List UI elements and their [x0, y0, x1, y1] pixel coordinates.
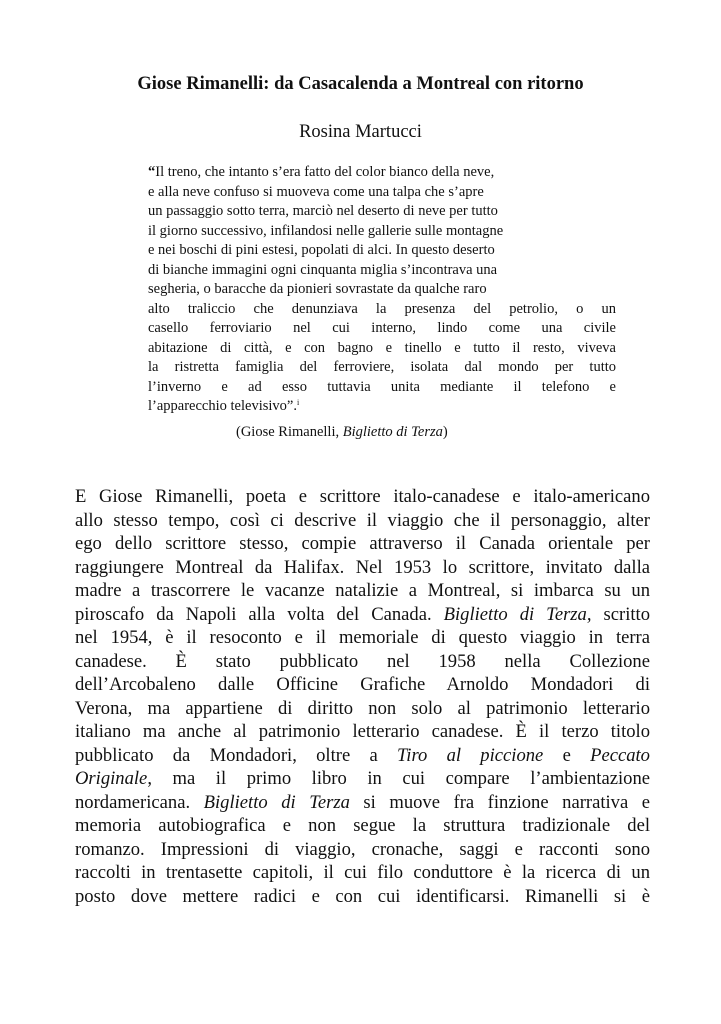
epigraph-quote — [148, 163, 616, 417]
epigraph-line: segheria, o baracche da pionieri sovrastate da qualche raro — [148, 281, 487, 297]
epigraph-line: l’apparecchio televisivo”.$^i$ — [148, 398, 300, 414]
author-name: Rosina Martucci — [299, 122, 422, 142]
book-title: Originale — [75, 768, 148, 789]
epigraph-line: casello ferroviario nel cui interno, lindo come una civile — [148, 320, 616, 336]
paragraph-line: romanzo. Impressioni di viaggio, cronache, saggi e racconti sono — [75, 838, 650, 860]
epigraph-line: un passaggio sotto terra, marciò nel deserto di neve per tutto — [148, 203, 498, 219]
epigraph-line: e nei boschi di pini estesi, popolati di alci. In questo deserto — [148, 242, 495, 258]
body-paragraph — [75, 485, 650, 908]
epigraph-line: e alla neve confuso si muoveva come una talpa che s’apre — [148, 183, 484, 200]
paragraph-line: piroscafo da Napoli alla volta del Canada. Biglietto di Terza, scritto — [75, 603, 650, 625]
paragraph-line: italiano ma anche al patrimonio letterario canadese. È il terzo titolo — [75, 721, 650, 742]
book-title: Biglietto di Terza — [203, 791, 350, 813]
epigraph-line: abitazione di città, e con bagno e tinello e tutto il resto, viveva — [148, 339, 616, 356]
paragraph-line: E Giose Rimanelli, poeta e scrittore italo-canadese e italo-americano — [75, 486, 650, 507]
footnote-marker[interactable]: i — [296, 398, 300, 407]
book-title: Peccato — [590, 744, 650, 766]
paragraph-line: memoria autobiografica e non segue la struttura tradizionale del — [75, 815, 650, 836]
paragraph-line: canadese. È stato pubblicato nel 1958 nella Collezione — [75, 650, 650, 672]
epigraph-line: l’inverno e ad esso tuttavia unita mediante il telefono e — [148, 378, 616, 395]
book-title: Biglietto di Terza, — [443, 603, 592, 625]
paragraph-line: madre a trascorrere le vacanze natalizie a Montreal, si imbarca su un — [75, 580, 650, 601]
paragraph-line: ego dello scrittore stesso, compie attraverso il Canada orientale per — [75, 533, 650, 554]
epigraph-citation: (Giose Rimanelli, Biglietto di Terza) — [236, 424, 448, 440]
paragraph-line: dell’Arcobaleno dalle Officine Grafiche Arnoldo Mondadori di — [75, 674, 650, 695]
paragraph-line: nel 1954, è il resoconto e il memoriale di questo viaggio in terra — [75, 627, 650, 648]
paragraph-line: Originale, ma il primo libro in cui compare l’ambientazione — [75, 768, 650, 789]
epigraph-line: la ristretta famiglia del ferroviere, isolata dal mondo per tutto — [148, 359, 616, 375]
open-quote-mark: “ — [148, 164, 156, 180]
epigraph-line: di bianche immagini ogni cinquanta miglia s’incontrava una — [148, 261, 498, 278]
paragraph-line: posto dove mettere radici e con cui identificarsi. Rimanelli si è — [75, 885, 650, 907]
epigraph-line: alto traliccio che denunziava la presenza del petrolio, o un — [148, 300, 616, 317]
book-title: Biglietto di Terza — [342, 424, 443, 440]
paragraph-line: allo stesso tempo, così ci descrive il viaggio che il personaggio, alter — [75, 509, 650, 531]
paragraph-line: raccolti in trentasette capitoli, il cui filo conduttore è la ricerca di un — [75, 862, 650, 883]
epigraph-line: il giorno successivo, infilandosi nelle gallerie sulle montagne — [148, 222, 504, 239]
article-title: Giose Rimanelli: da Casacalenda a Montreal con ritorno — [137, 74, 584, 94]
paragraph-line: Verona, ma appartiene di diritto non solo al patrimonio letterario — [75, 697, 650, 719]
epigraph-line: “Il treno, che intanto s’era fatto del color bianco della neve, — [148, 164, 495, 180]
paragraph-line: nordamericana. Biglietto di Terza si muove fra finzione narrativa e — [75, 791, 650, 813]
paragraph-line: raggiungere Montreal da Halifax. Nel 1953 lo scrittore, invitato dalla — [75, 556, 650, 578]
book-title: Tiro al piccione — [396, 744, 544, 766]
paragraph-line: pubblicato da Mondadori, oltre a Tiro al piccione e Peccato — [75, 744, 650, 766]
